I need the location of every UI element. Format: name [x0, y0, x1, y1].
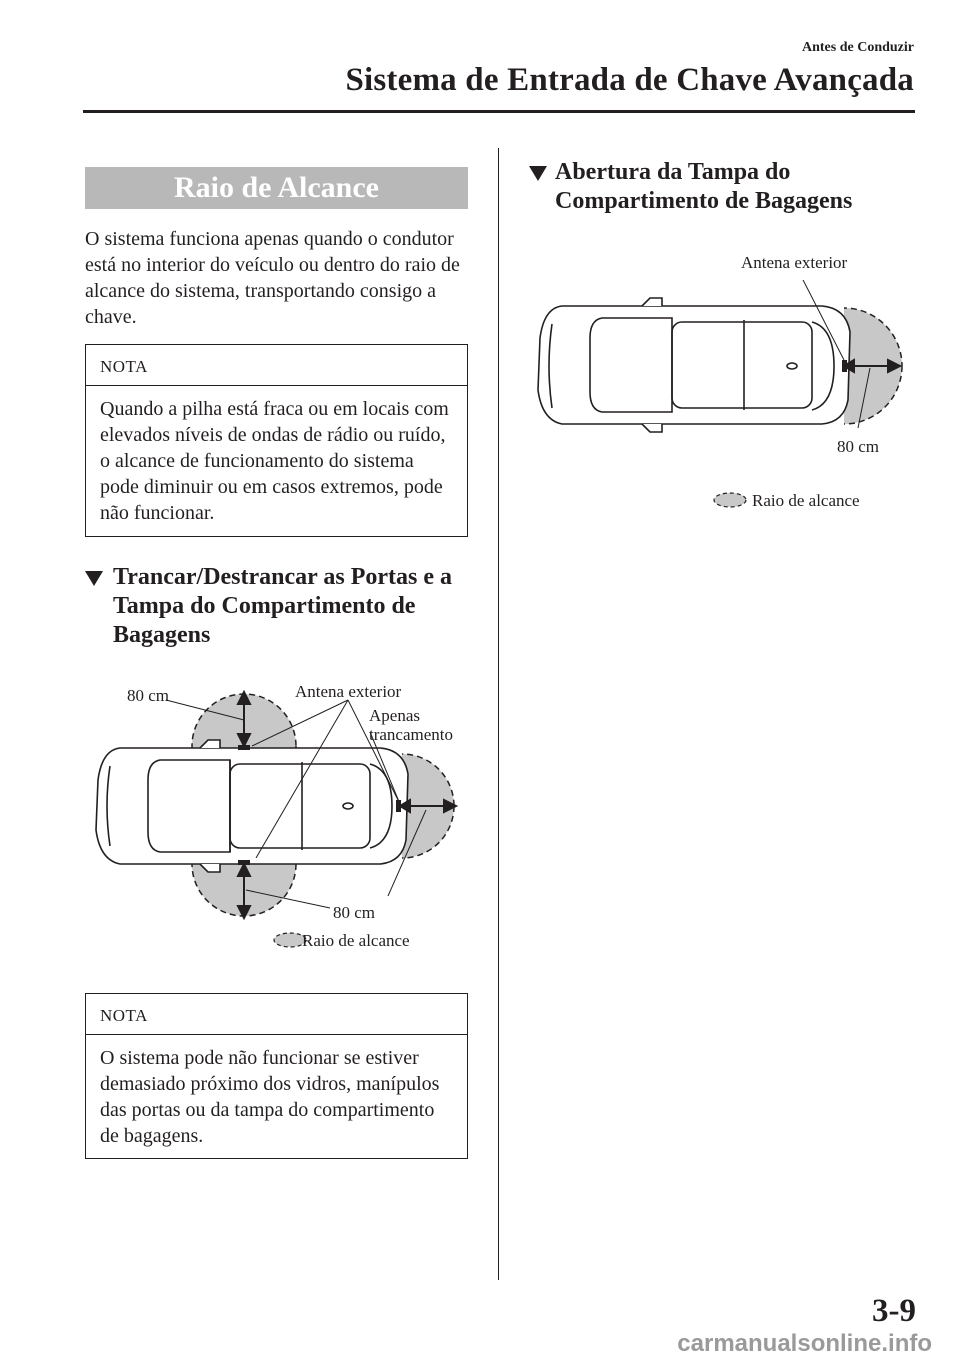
section-title-banner: Raio de Alcance [85, 167, 468, 209]
label-antenna-left: Antena exterior [295, 682, 402, 701]
page-number: 3-9 [872, 1293, 916, 1329]
car-top-view-icon [538, 298, 850, 432]
header-rule [83, 110, 915, 113]
intro-paragraph: O sistema funciona apenas quando o condutor está no interior do veículo ou dentro do raio de alcance do sistema, transportando consigo a chave. [85, 228, 460, 328]
subsection-heading-lock-unlock [85, 563, 480, 650]
note-text: O sistema pode não funcionar se estiver demasiado próximo dos vidros, manípulos das portas ou da tampa do compartimento de bagagens. [100, 1047, 440, 1147]
label-80cm-bottom: 80 cm [333, 903, 376, 922]
car-top-view-icon [96, 740, 408, 872]
triangle-bullet-icon [85, 571, 103, 586]
column-divider [498, 148, 499, 1280]
label-lock-only [369, 706, 453, 744]
legend-label-left: Raio de alcance [302, 931, 410, 950]
note-box-1 [85, 344, 468, 537]
label-lock-only-line1: Apenas [369, 706, 420, 725]
subsection-heading-liftgate [529, 158, 899, 216]
label-lock-only-line2: trancamento [369, 725, 454, 744]
note-label: NOTA [86, 345, 467, 386]
legend-swatch [714, 493, 746, 507]
note-box-2 [85, 993, 468, 1159]
subsection-title: Abertura da Tampa do Compartimento de Bagagens [555, 159, 853, 214]
chapter-label: Antes de Conduzir [801, 40, 914, 55]
label-antenna-right: Antena exterior [741, 253, 848, 272]
note-text: Quando a pilha está fraca ou em locais com elevados níveis de ondas de rádio ou ruído, o alcance de funcionamento do sistema pode diminuir ou em casos extremos, pode não funcionar. [100, 398, 449, 524]
watermark: carmanualsonline.info [677, 1330, 932, 1357]
triangle-bullet-icon [529, 166, 547, 181]
note-label: NOTA [86, 994, 467, 1035]
subsection-title: Trancar/Destrancar as Portas e a Tampa do Compartimento de Bagagens [113, 564, 453, 648]
page-header-title: Sistema de Entrada de Chave Avançada [345, 62, 914, 98]
legend-label-right: Raio de alcance [752, 491, 860, 510]
label-80cm-right: 80 cm [837, 437, 880, 456]
label-80cm-top: 80 cm [127, 686, 170, 705]
range-diagram-liftgate [530, 280, 920, 520]
